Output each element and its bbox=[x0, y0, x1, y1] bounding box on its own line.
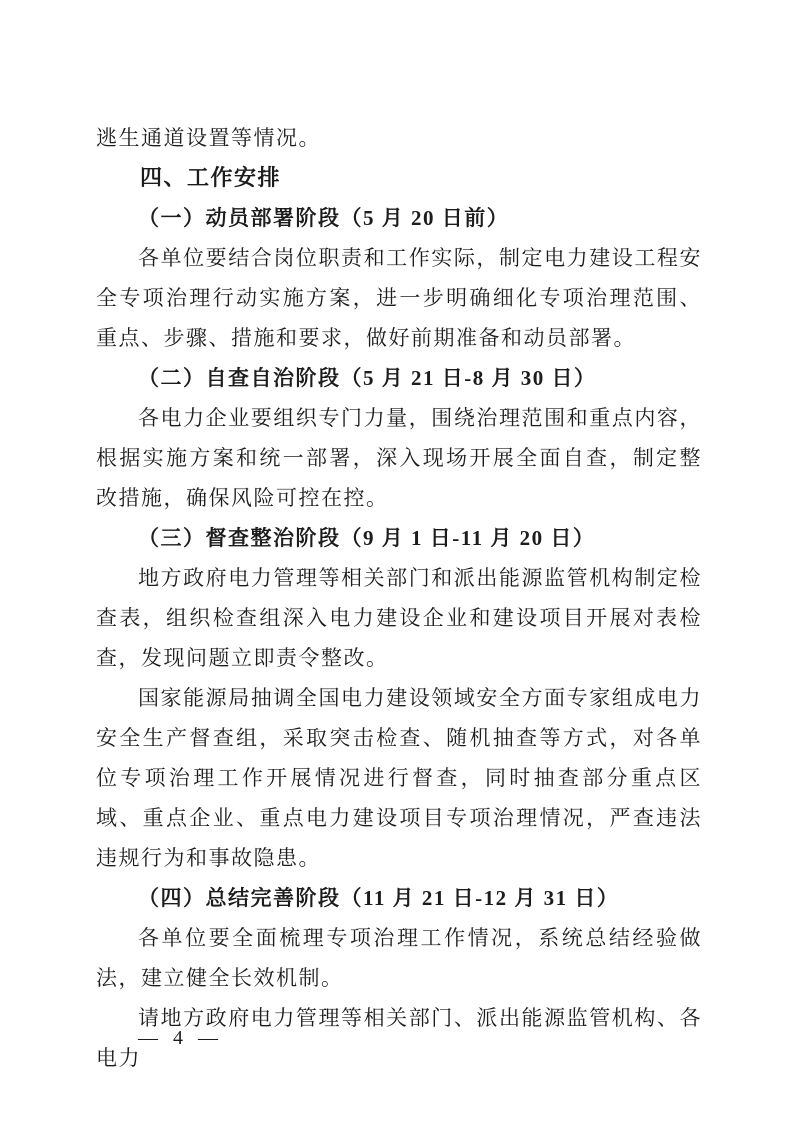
document-body bbox=[96, 118, 702, 1078]
paragraph-stage-4-detail: 各单位要全面梳理专项治理工作情况，系统总结经验做法，建立健全长效机制。 bbox=[96, 926, 702, 990]
subsection-heading-stage-4: （四）总结完善阶段（11 月 21 日-12 月 31 日） bbox=[138, 886, 620, 910]
paragraph-stage-2-detail: 各电力企业要组织专门力量，围绕治理范围和重点内容，根据实施方案和统一部署，深入现场开展全面自查，制定整改措施，确保风险可控在控。 bbox=[96, 406, 702, 510]
subsection-heading-stage-2: （二）自查自治阶段（5 月 21 日-8 月 30 日） bbox=[138, 366, 597, 390]
page-footer bbox=[138, 1024, 223, 1052]
page-number: — 4 — bbox=[138, 1027, 223, 1049]
subsection-heading-stage-1: （一）动员部署阶段（5 月 20 日前） bbox=[138, 206, 510, 230]
paragraph-stage-1-detail: 各单位要结合岗位职责和工作实际，制定电力建设工程安全专项治理行动实施方案，进一步明确细化专项治理范围、重点、步骤、措施和要求，做好前期准备和动员部署。 bbox=[96, 246, 702, 350]
paragraph-continuation: 逃生通道设置等情况。 bbox=[96, 126, 321, 150]
paragraph-closing-continuation: 请地方政府电力管理等相关部门、派出能源监管机构、各电力 bbox=[96, 1006, 702, 1070]
paragraph-stage-3-detail-2: 国家能源局抽调全国电力建设领域安全方面专家组成电力安全生产督查组，采取突击检查、随机抽查等方式，对各单位专项治理工作开展情况进行督查，同时抽查部分重点区域、重点企业、重点电力建设项目专项治理情况，严查违法违规行为和事故隐患。 bbox=[96, 686, 702, 870]
subsection-heading-stage-3: （三）督查整治阶段（9 月 1 日-11 月 20 日） bbox=[138, 526, 596, 550]
paragraph-stage-3-detail-1: 地方政府电力管理等相关部门和派出能源监管机构制定检查表，组织检查组深入电力建设企业和建设项目开展对表检查，发现问题立即责令整改。 bbox=[96, 566, 702, 670]
section-heading-work-arrangement: 四、工作安排 bbox=[140, 165, 282, 190]
